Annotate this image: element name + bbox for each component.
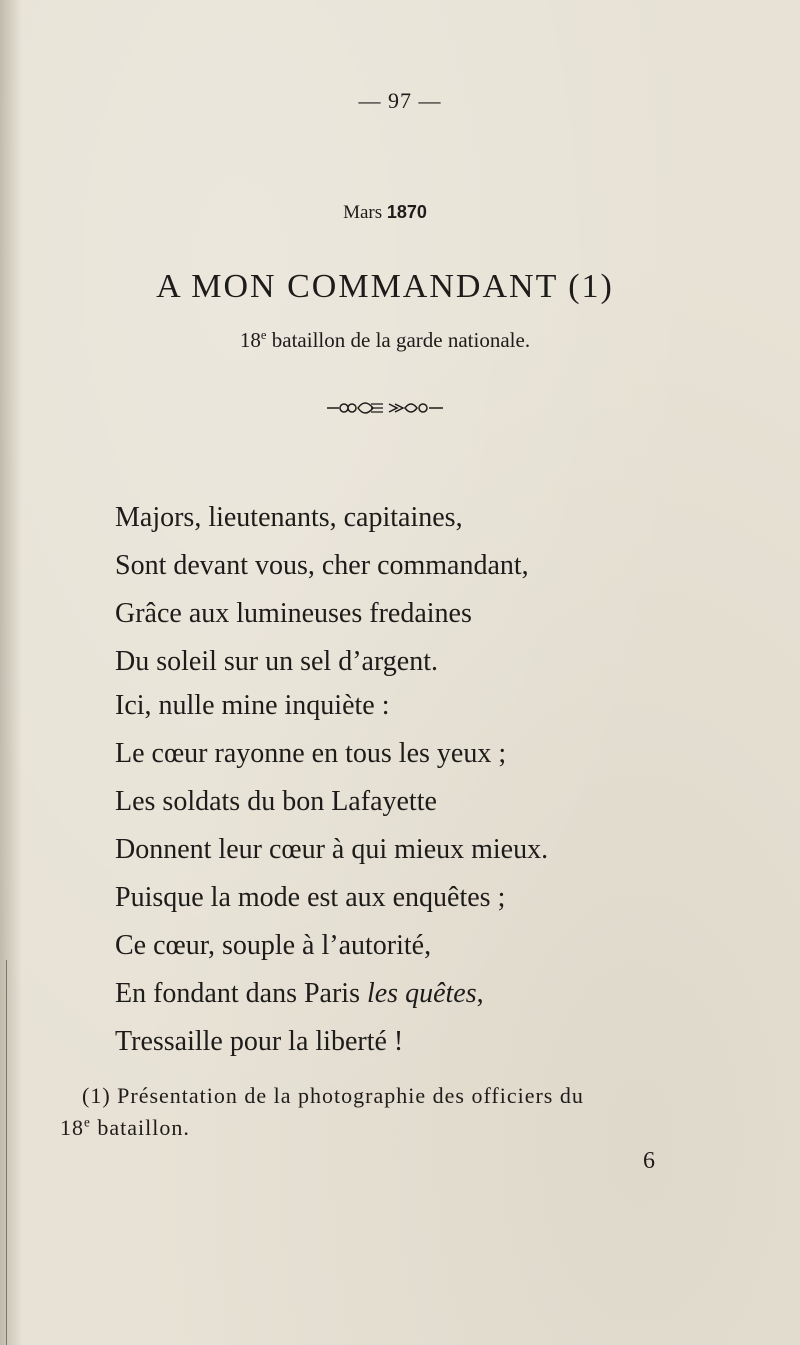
signature-mark: 6 (643, 1148, 655, 1174)
verse-line: Ce cœur, souple à l’autorité, (115, 930, 432, 961)
verse-line: Tressaille pour la liberté ! (115, 1026, 404, 1057)
verse-line: Ici, nulle mine inquiète : (115, 690, 390, 721)
verse-punctuation: , (476, 978, 484, 1009)
title-footnote-marker: (1) (568, 268, 614, 305)
verse-line: Donnent leur cœur à qui mieux mieux. (115, 834, 549, 865)
footnote-marker: (1) (82, 1083, 111, 1108)
verse-text: En fondant dans Paris (115, 978, 367, 1009)
date-month: Mars (343, 202, 383, 223)
verse-line: Les soldats du bon Lafayette (115, 786, 437, 817)
footnote (60, 1080, 720, 1144)
page-edge-line (6, 960, 7, 1345)
poem-date (0, 202, 770, 224)
footnote-line-1 (60, 1080, 720, 1112)
stanza-3 (115, 874, 505, 1066)
subtitle-number: 18 (239, 328, 261, 352)
stanza-1 (115, 494, 529, 686)
poem-subtitle (0, 328, 770, 353)
verse-line: Grâce aux lumineuses fredaines (115, 598, 472, 629)
date-year: 1870 (386, 202, 427, 222)
verse-line (115, 970, 505, 1018)
verse-line: Puisque la mode est aux enquêtes ; (115, 882, 506, 913)
verse-line: Du soleil sur un sel d’argent. (115, 646, 438, 677)
verse-line: Le cœur rayonne en tous les yeux ; (115, 738, 507, 769)
footnote-text-2: bataillon. (97, 1115, 190, 1140)
stanza-2 (115, 682, 548, 874)
ornament-divider-icon (325, 396, 445, 420)
poem-title (0, 268, 770, 306)
verse-italic-text: les quêtes (366, 978, 477, 1009)
footnote-suffix: e (84, 1114, 91, 1130)
footnote-line-2 (60, 1115, 190, 1140)
subtitle-suffix: e (260, 328, 267, 342)
poem-title-text: A MON COMMANDANT (156, 268, 558, 305)
verse-line: Sont devant vous, cher commandant, (115, 550, 529, 581)
footnote-number: 18 (60, 1115, 84, 1140)
verse-line: Majors, lieutenants, capitaines, (115, 502, 463, 533)
page-number: — 97 — (358, 88, 442, 113)
footnote-text: Présentation de la photographie des officiers du (117, 1083, 584, 1108)
subtitle-text: bataillon de la garde nationale. (271, 328, 531, 352)
